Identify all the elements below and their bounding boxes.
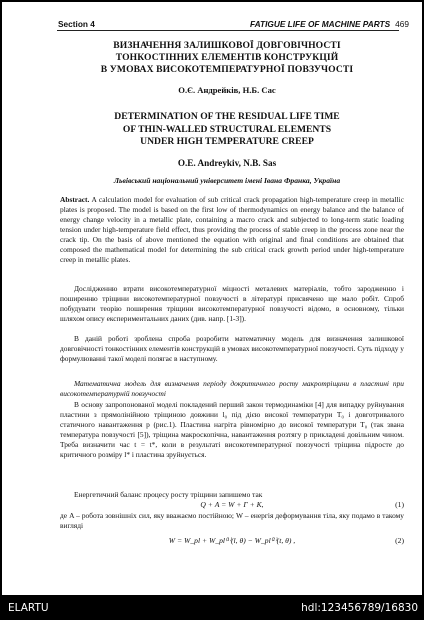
page-number: 469 (395, 19, 409, 29)
title-uk-line: ТОНКОСТІННИХ ЕЛЕМЕНТІВ КОНСТРУКЦІЙ (115, 52, 339, 63)
header-rule (57, 30, 399, 31)
section-label: Section 4 (58, 19, 95, 29)
title-en-line: OF THIN-WALLED STRUCTURAL ELEMENTS (122, 123, 332, 135)
paper-page (2, 2, 422, 595)
body-paragraph-1: Дослідженню втрати високотемпературної міцності металевих матеріалів, тобто зародженню і поширенню тріщини високотемпературної повзучості в літературі присвячено ще мало робіт. Спроб побудувати теорію поширення тріщини високотемпературної повзучості відомо, в основному, тільки шляхом опису експериментальних даних (див. напр. [1-3]). (60, 284, 404, 323)
equation-1-number: (1) (395, 500, 404, 509)
journal-title: FATIGUE LIFE OF MACHINE PARTS (250, 19, 391, 29)
section-heading-italic: Математична модель для визначення періоду докритичного росту макротріщини в пластині при високотемпературній повзучості (60, 379, 404, 398)
repository-name: ELARTU (8, 602, 49, 614)
equation-2-formula: W = W_pl + W_pl⁽¹⁾(l, θ) − W_pl⁽²⁾(t, θ) , (168, 536, 296, 545)
journal-title-header (250, 19, 409, 29)
abstract-lead: Abstract. (60, 195, 90, 204)
running-header (2, 17, 422, 31)
title-english (52, 111, 402, 149)
authors-english: O.E. Andreykiv, N.B. Sas (177, 158, 277, 168)
abstract-text: A calculation model for evaluation of sub critical crack propagation high-temperature creep in metallic plates is proposed. The model is based on the first low of thermodynamics on energy balance and the balance of energy change velocity in a metallic plate, containing a macro crack and subjected to long-term static loading tension under high-temperature field effect, thus providing the process of stable creep in the process zone near the crack tip. On the basis of above mentioned the equation with original and final conditions are obtained that composed the mathematical model for determining the sub critical crack growth period under high-temperature creep in metallic plates. (60, 195, 404, 264)
title-uk-line: ВИЗНАЧЕННЯ ЗАЛИШКОВОЇ ДОВГОВІЧНОСТІ (113, 40, 341, 51)
authors-ukrainian: О.Є. Андрейків, Н.Б. Сас (178, 85, 276, 95)
body-paragraph-4: Енергетичний баланс процесу росту тріщини запишемо так (74, 490, 263, 499)
viewer-footer (0, 602, 424, 618)
affiliation: Львівський національний університет імені Івана Франка, Україна (113, 176, 341, 185)
body-paragraph-5: де A – робота зовнішніх сил, яку вважаємо постійною; W – енергія деформування тіла, яку подамо в такому вигляді (60, 511, 404, 530)
title-uk-line: В УМОВАХ ВИСОКОТЕМПЕРАТУРНОЇ ПОВЗУЧОСТІ (100, 64, 354, 75)
title-ukrainian (52, 40, 402, 76)
equation-2-number: (2) (395, 536, 404, 545)
body-paragraph-2: В даній роботі зроблена спроба розробити математичну модель для визначення залишкової довговічності тонкостінних елементів конструкцій в умовах високотемпературної повзучості. Суть підходу у формулюванні такої моделі полягає в наступному. (60, 334, 404, 363)
abstract (60, 195, 404, 265)
body-paragraph-3: В основу запропонованої моделі покладений перший закон термодинаміки [4] для випадку руйнування пластини з прямолінійною тріщиною довжини l₀ під дією високої температури T₀ і довготривалого статичного навантаження p (рис.1). Пластина нагріта рівномірно до високої температури T₀ (так звана температура повзучості [5]), тріщина макроскопічна, навантаження розтягу p прикладені довільним чином. Треба визначити час t = t*, коли в результаті високотемпературної повзучості тріщина підросте до критичного розміру l* і пластина зруйнується. (60, 400, 404, 459)
handle-identifier[interactable]: hdl:123456789/16830 (301, 602, 418, 614)
title-en-line: DETERMINATION OF THE RESIDUAL LIFE TIME (114, 111, 340, 122)
title-en-line: UNDER HIGH TEMPERATURE CREEP (140, 136, 314, 147)
equation-1-formula: Q + A = W + Γ + K, (200, 500, 264, 509)
